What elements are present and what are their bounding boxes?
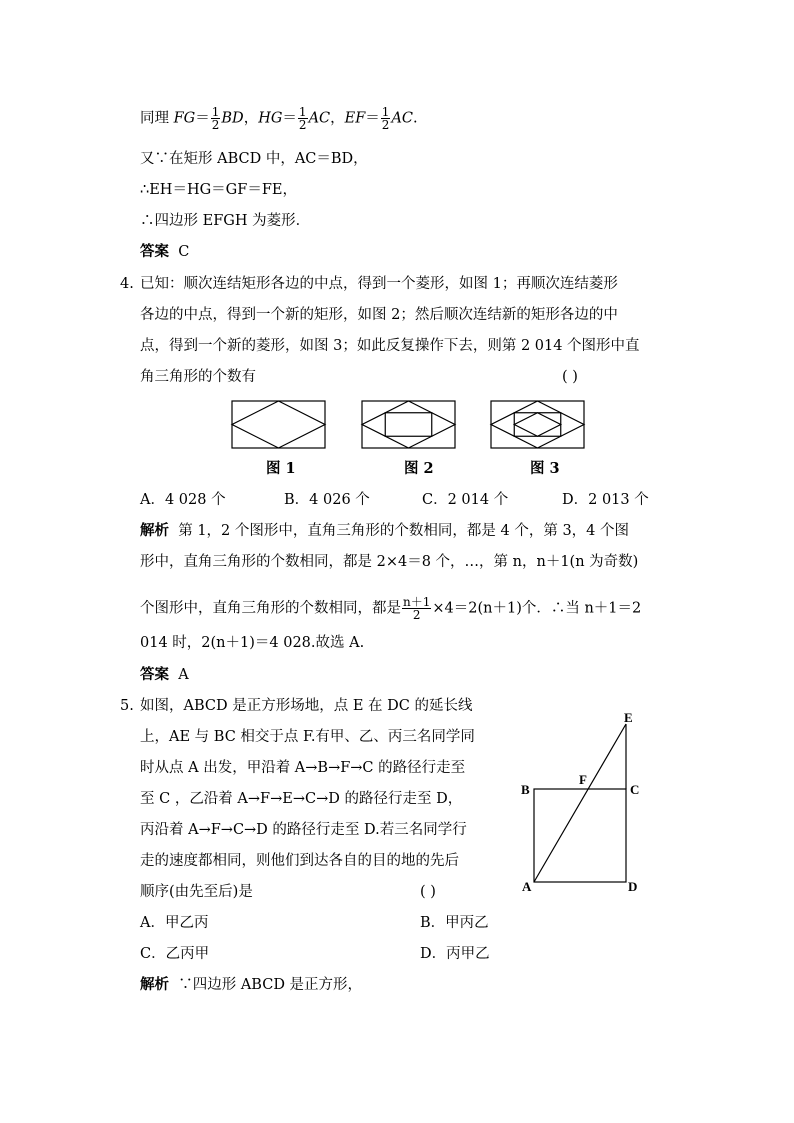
q3-prefix: 同理: [140, 110, 174, 127]
fig3-rhombus: [491, 401, 584, 448]
q4-text-3: 点，得到一个新的菱形，如图 3；如此反复操作下去，则第 2 014 个图形中直: [140, 338, 640, 354]
q4-text-2: 各边的中点，得到一个新的矩形，如图 2；然后顺次连结新的矩形各边的中: [140, 307, 618, 323]
q5-text-5: 丙沿着 A→F→C→D 的路径行走至 D.若三名同学行: [140, 822, 467, 838]
label-b: B: [521, 782, 530, 797]
q4-a3-post: ×4＝2(n＋1)个．∴当 n＋1＝2: [432, 600, 642, 617]
fig2-label: 图 2: [404, 460, 434, 477]
q3-sep-1: ，: [243, 110, 259, 127]
line-ae: [534, 724, 626, 882]
fig2-rect: [362, 401, 455, 448]
q4-option-c: C．2 014 个: [422, 492, 509, 508]
answer-value: A: [178, 667, 189, 683]
q5-paren: ( ): [420, 884, 436, 900]
q4-option-d: D．2 013 个: [562, 492, 649, 508]
q3-ac-1: AC: [308, 110, 331, 127]
analysis-label: 解析: [140, 522, 169, 539]
q4-option-a: A．4 028 个: [140, 492, 226, 508]
q3-line-3: ∴EH＝HG＝GF＝FE，: [140, 182, 297, 198]
q3-ac-2: AC: [391, 110, 414, 127]
q4-analysis-1: [140, 522, 629, 540]
frac-den: 2: [412, 608, 421, 622]
q5-number: 5.: [120, 698, 134, 714]
q3-sep-2: ，: [330, 110, 345, 127]
q4-number: 4.: [120, 276, 134, 292]
frac-den: 2: [211, 118, 220, 132]
q5-text-7: 顺序(由先至后)是: [140, 884, 253, 900]
q4-analysis-text-1: 第 1，2 个图形中，直角三角形的个数相同，都是 4 个，第 3，4 个图: [178, 523, 629, 539]
q4-figures: [0, 0, 794, 460]
q4-frac: [402, 596, 431, 621]
frac-num: n＋1: [403, 595, 431, 609]
q3-end: .: [413, 110, 418, 127]
fig3-label: 图 3: [530, 460, 560, 477]
q5-option-c: C．乙丙甲: [140, 946, 210, 962]
fig3-rect: [491, 401, 584, 448]
q3-eq-3: ＝: [365, 110, 380, 127]
label-e: E: [624, 710, 633, 725]
frac-den: 2: [381, 118, 390, 132]
frac-num: 1: [381, 105, 390, 119]
q5-text-2: 上，AE 与 BC 相交于点 F.有甲、乙、丙三名同学同: [140, 729, 475, 745]
answer-value: C: [178, 244, 190, 260]
fig1-label: 图 1: [266, 460, 296, 477]
analysis-label: 解析: [140, 976, 169, 993]
q4-paren: ( ): [562, 369, 578, 385]
q3-line-2: 又∵在矩形 ABCD 中，AC＝BD，: [140, 151, 368, 167]
q4-text-4: 角三角形的个数有: [140, 369, 256, 385]
q3-eq-1: ＝: [195, 110, 210, 127]
q4-analysis-2: 形中，直角三角形的个数相同，都是 2×4＝8 个，…，第 n，n＋1(n 为奇数): [140, 554, 639, 570]
q3-line-4: ∴四边形 EFGH 为菱形．: [140, 213, 311, 229]
q5-option-d: D．丙甲乙: [420, 946, 490, 962]
label-d: D: [628, 879, 638, 894]
q4-analysis-3: [140, 596, 641, 621]
q4-a3-pre: 个图形中，直角三角形的个数相同，都是: [140, 600, 401, 617]
fig1-rect: [232, 401, 325, 448]
answer-label: 答案: [140, 666, 169, 683]
label-c: C: [630, 782, 640, 797]
label-a: A: [522, 879, 532, 894]
q3-fg: FG: [173, 110, 196, 127]
answer-label: 答案: [140, 243, 169, 260]
q3-bd: BD: [221, 110, 244, 127]
q4-answer: [140, 666, 189, 684]
q4-text-1: 已知：顺次连结矩形各边的中点，得到一个菱形，如图 1；再顺次连结菱形: [140, 276, 618, 292]
q4-option-b: B．4 026 个: [284, 492, 370, 508]
q5-option-b: B．甲丙乙: [420, 915, 489, 931]
fig3-inner-rhombus: [514, 413, 561, 437]
q5-text-6: 走的速度都相同，则他们到达各自的目的地的先后: [140, 853, 459, 869]
q3-eq-2: ＝: [282, 110, 297, 127]
q5-text-4: 至 C ，乙沿着 A→F→E→C→D 的路径行走至 D，: [140, 791, 463, 807]
q4-analysis-4: 014 时，2(n＋1)＝4 028.故选 A.: [140, 635, 365, 651]
q5-text-1: 如图，ABCD 是正方形场地，点 E 在 DC 的延长线: [140, 698, 473, 714]
fig1-rhombus: [232, 401, 325, 448]
q5-figure: [510, 700, 650, 900]
frac-den: 2: [298, 118, 307, 132]
q3-ef: EF: [344, 110, 366, 127]
fig2-inner-rect: [385, 413, 432, 437]
fig3-inner-rect: [514, 413, 561, 437]
frac-num: 1: [211, 105, 220, 119]
frac-num: 1: [298, 105, 307, 119]
q3-hg: HG: [258, 110, 283, 127]
q5-text-3: 时从点 A 出发，甲沿着 A→B→F→C 的路径行走至: [140, 760, 466, 776]
fig2-rhombus: [362, 401, 455, 448]
q5-analysis-text: ∵四边形 ABCD 是正方形，: [178, 977, 363, 993]
label-f: F: [579, 772, 587, 787]
q5-analysis: [140, 976, 362, 994]
q5-option-a: A．甲乙丙: [140, 915, 209, 931]
